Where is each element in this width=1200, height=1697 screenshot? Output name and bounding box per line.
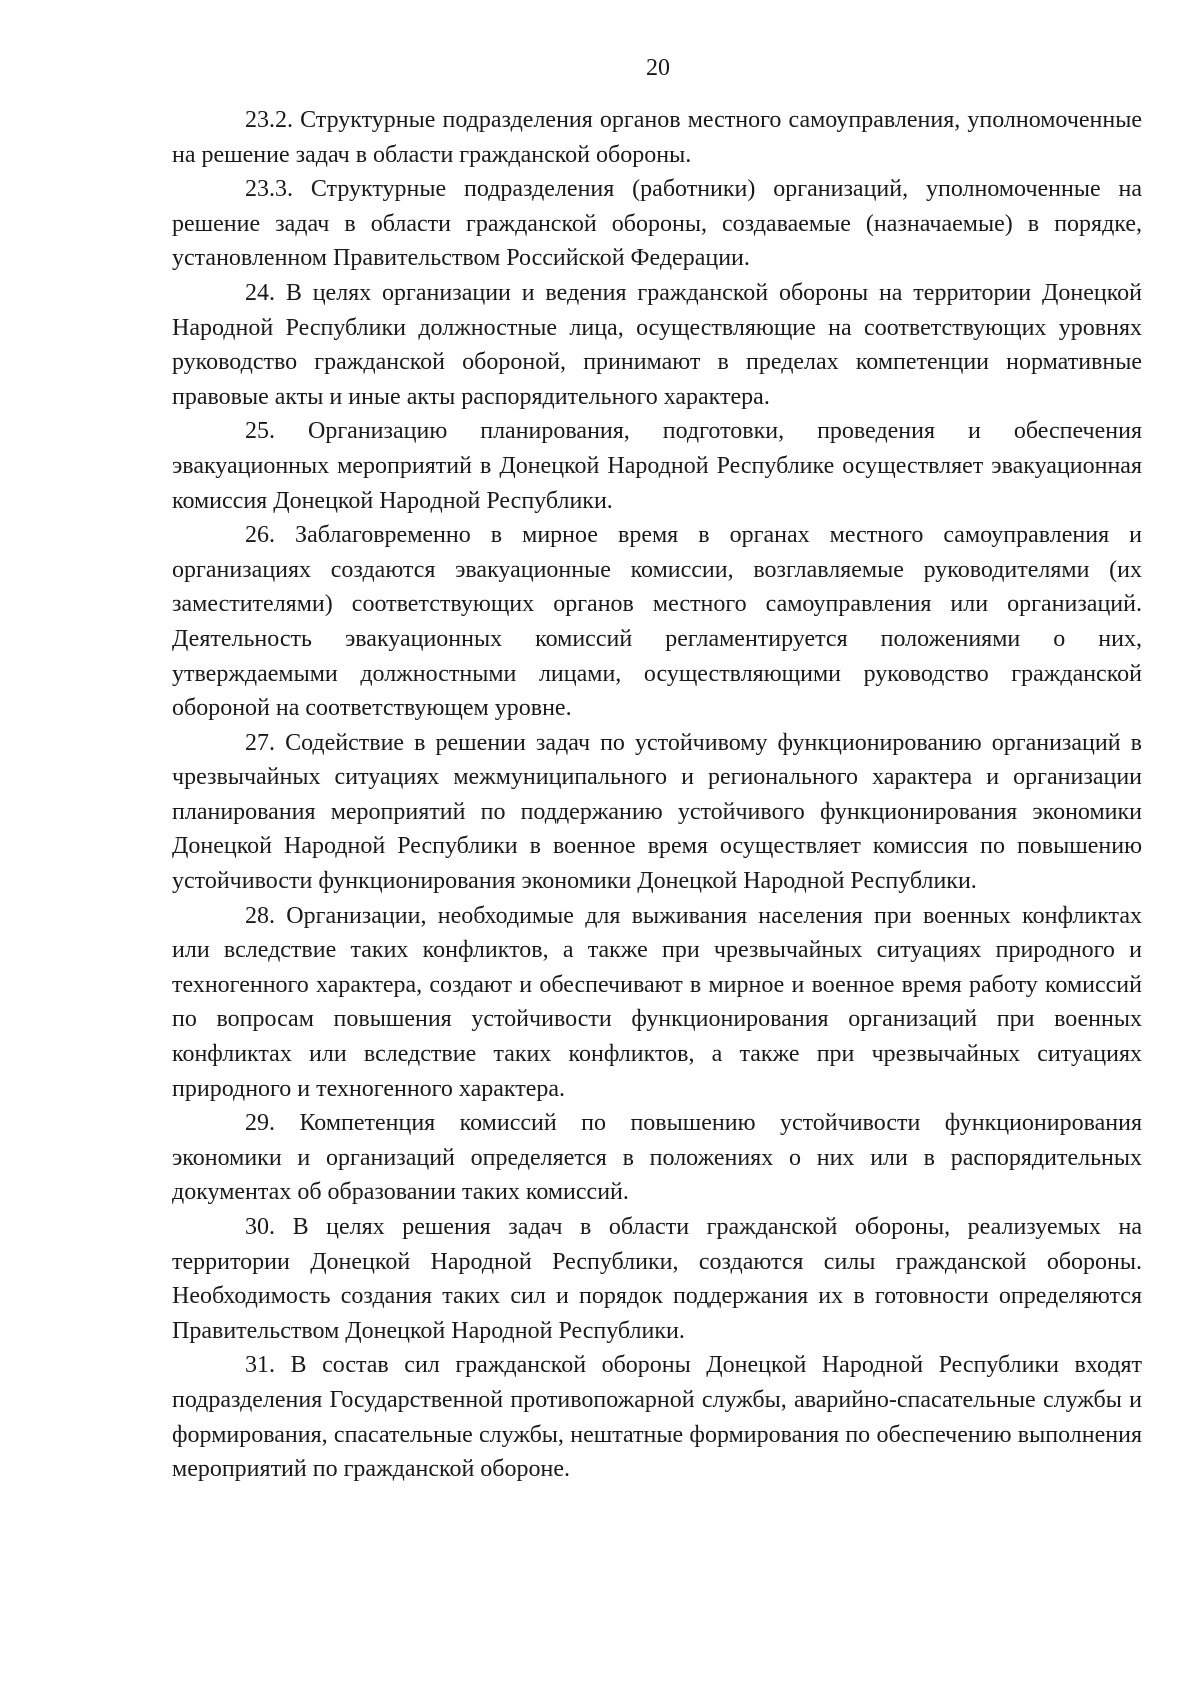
- paragraph-23-2: 23.2. Структурные подразделения органов местного самоуправления, уполномоченные на решение задач в области гражданской обороны.: [172, 107, 1142, 168]
- paragraph-27: 27. Содействие в решении задач по устойчивому функционированию организаций в чрезвычайных ситуациях межмуниципального и регионального характера и организации планирования мероприятий по поддержанию устойчивого функционирования экономики Донецкой Народной Республики в военное время осуществляет комиссия по повышению устойчивости функционирования экономики Донецкой Народной Республики.: [172, 729, 1142, 895]
- paragraph-26: 26. Заблаговременно в мирное время в органах местного самоуправления и организациях создаются эвакуационные комиссии, возглавляемые руководителями (их заместителями) соответствующих органов местного самоуправления или организаций. Деятельность эвакуационных комиссий регламентируется положениями о них, утверждаемыми должностными лицами, осуществляющими руководство гражданской обороной на соответствующем уровне.: [172, 522, 1142, 722]
- page-number: 20: [646, 55, 670, 81]
- paragraph-24: 24. В целях организации и ведения гражданской обороны на территории Донецкой Народной Республики должностные лица, осуществляющие на соответствующих уровнях руководство гражданской обороной, принимают в пределах компетенции нормативные правовые акты и иные акты распорядительного характера.: [172, 279, 1142, 410]
- document-body: [172, 103, 1142, 1487]
- paragraph-25: 25. Организацию планирования, подготовки, проведения и обеспечения эвакуационных мероприятий в Донецкой Народной Республике осуществляет эвакуационная комиссия Донецкой Народной Республики.: [172, 418, 1142, 514]
- paragraph-28: 28. Организации, необходимые для выживания населения при военных конфликтах или вследствие таких конфликтов, а также при чрезвычайных ситуациях природного и техногенного характера, создают и обеспечивают в мирное и военное время работу комиссий по вопросам повышения устойчивости функционирования организаций при военных конфликтах или вследствие таких конфликтов, а также при чрезвычайных ситуациях природного и техногенного характера.: [172, 902, 1142, 1102]
- paragraph-23-3: 23.3. Структурные подразделения (работники) организаций, уполномоченные на решение задач в области гражданской обороны, создаваемые (назначаемые) в порядке, установленном Правительством Российской Федерации.: [172, 176, 1142, 272]
- paragraph-29: 29. Компетенция комиссий по повышению устойчивости функционирования экономики и организаций определяется в положениях о них или в распорядительных документах об образовании таких комиссий.: [172, 1110, 1142, 1206]
- paragraph-31: 31. В состав сил гражданской обороны Донецкой Народной Республики входят подразделения Государственной противопожарной службы, аварийно-спасательные службы и формирования, спасательные службы, нештатные формирования по обеспечению выполнения мероприятий по гражданской обороне.: [172, 1352, 1142, 1483]
- paragraph-30: 30. В целях решения задач в области гражданской обороны, реализуемых на территории Донецкой Народной Республики, создаются силы гражданской обороны. Необходимость создания таких сил и порядок поддержания их в готовности определяются Правительством Донецкой Народной Республики.: [172, 1214, 1142, 1344]
